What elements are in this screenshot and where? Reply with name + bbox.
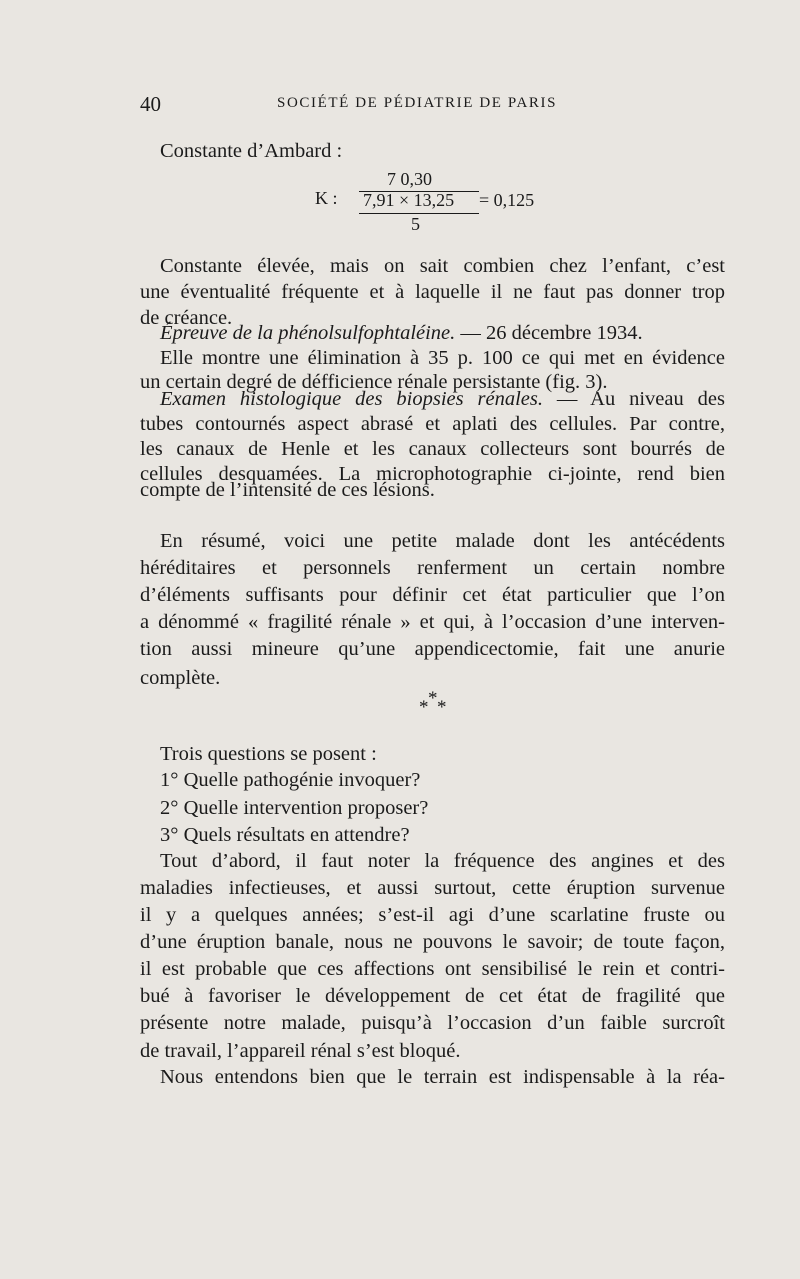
separator-star: * (419, 697, 429, 718)
para4-line: bué à favoriser le développement de cet état de fragilité que (140, 985, 725, 1007)
formula-middle: 7,91 × 13,25 (363, 190, 455, 210)
para3-line: cellules desquamées. La microphotographie ci-jointe, rend bien (140, 463, 725, 485)
formula-result: = 0,125 (479, 190, 535, 210)
ambard-formula (315, 166, 545, 236)
summary-line: tion aussi mineure qu’une appendicectomie, fait une anurie (140, 638, 725, 660)
formula-denominator: 5 (411, 214, 420, 234)
formula-title: Constante d’Ambard : (160, 140, 343, 162)
pheno-heading (160, 320, 643, 346)
para1-line: de créance. (140, 307, 233, 329)
para4-line: Tout d’abord, il faut noter la fréquence des angines et des (160, 850, 725, 872)
separator-star: * (428, 688, 438, 709)
summary-line: d’éléments suffisants pour définir cet état particulier que l’on (140, 584, 725, 606)
question-item: 2° Quelle intervention proposer? (160, 797, 429, 819)
formula-numerator: 7 0,30 (387, 169, 432, 189)
question-item: 3° Quels résultats en attendre? (160, 824, 410, 846)
pheno-date: — 26 décembre 1934. (460, 322, 643, 344)
para3-line: les canaux de Henle et les canaux collecteurs sont bourrés de (140, 438, 725, 460)
summary-line: a dénommé « fragilité rénale » et qui, à l’occasion d’une interven- (140, 611, 725, 633)
para1-line: Constante élevée, mais on sait combien chez l’enfant, c’est (160, 255, 725, 277)
histo-title: Examen histologique des biopsies rénales. (160, 388, 543, 410)
para4-line: maladies infectieuses, et aussi surtout, cette éruption survenue (140, 877, 725, 899)
para3-line: compte de l’intensité de ces lésions. (140, 479, 435, 501)
summary-line: héréditaires et personnels renferment un certain nombre (140, 557, 725, 579)
question-item: 1° Quelle pathogénie invoquer? (160, 769, 421, 791)
para4-line: présente notre malade, puisqu’à l’occasion d’un faible surcroît (140, 1012, 725, 1034)
separator-star: * (437, 697, 447, 718)
section-separator (410, 688, 460, 718)
questions-intro: Trois questions se posent : (160, 743, 377, 765)
para2-line: un certain degré de défficience rénale persistante (fig. 3). (140, 371, 608, 393)
para4-line: d’une éruption banale, nous ne pouvons le savoir; de toute façon, (140, 931, 725, 953)
para3-line: tubes contournés aspect abrasé et aplati des cellules. Par contre, (140, 413, 725, 435)
histo-rest: — Au niveau des (556, 388, 725, 410)
summary-line: complète. (140, 667, 221, 689)
histo-heading (160, 386, 725, 412)
para5-line: Nous entendons bien que le terrain est indispensable à la réa- (160, 1066, 725, 1088)
summary-line: En résumé, voici une petite malade dont les antécédents (160, 530, 725, 552)
para4-line: il y a quelques années; s’est-il agi d’une scarlatine fruste ou (140, 904, 725, 926)
para4-line: il est probable que ces affections ont sensibilisé le rein et contri- (140, 958, 725, 980)
para1-line: une éventualité fréquente et à laquelle il ne faut pas donner trop (140, 281, 725, 303)
page-header (140, 92, 725, 122)
para2-line: Elle montre une élimination à 35 p. 100 ce qui met en évidence (160, 347, 725, 369)
pheno-title: Épreuve de la phénolsulfophtaléine. (160, 322, 456, 344)
para4-line: de travail, l’appareil rénal s’est bloqué. (140, 1040, 461, 1062)
formula-k-label: K : (315, 188, 338, 208)
running-title: SOCIÉTÉ DE PÉDIATRIE DE PARIS (277, 95, 558, 111)
page-number: 40 (140, 92, 161, 116)
